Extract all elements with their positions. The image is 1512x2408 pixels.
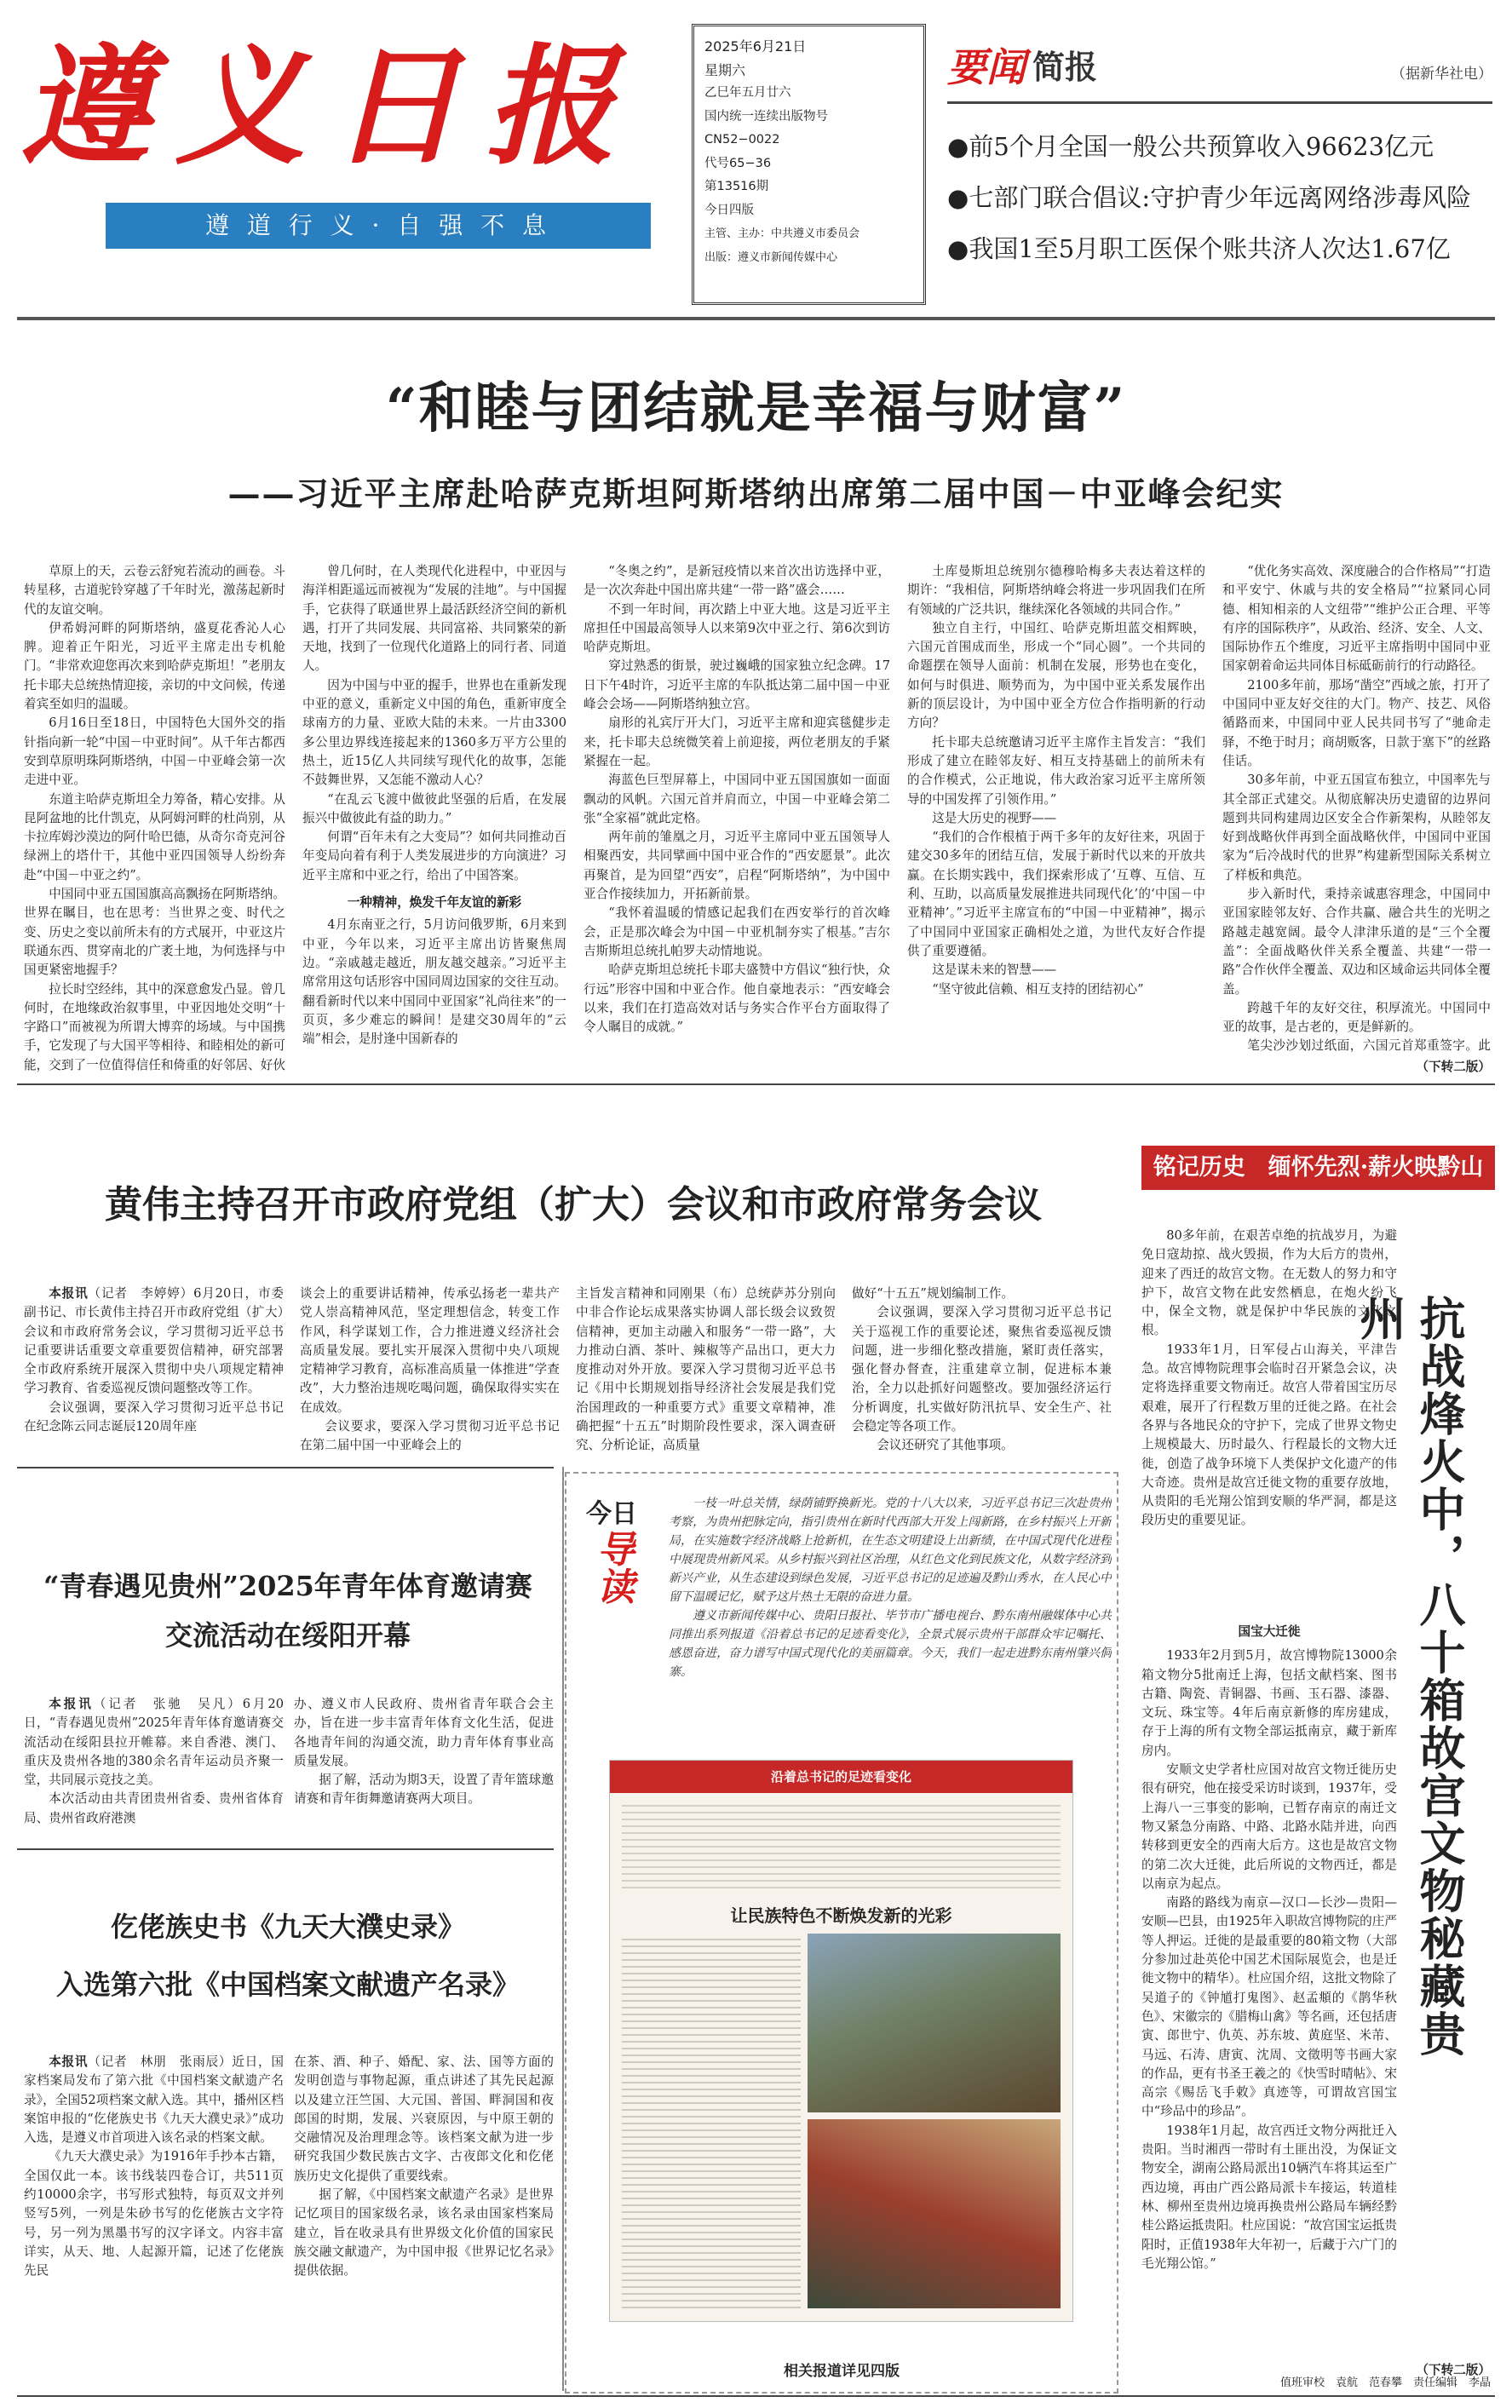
brief-label-black: 简报	[1032, 48, 1098, 86]
paragraph: 6月16日至18日，中国特色大国外交的指针指向新一轮“中国－中亚时间”。从千年古都西安到草原明珠阿斯塔纳，中国－中亚峰会第一次走进中亚。	[24, 716, 285, 788]
info-cn: CN52−0022	[704, 133, 780, 147]
divider	[562, 1467, 564, 2391]
paragraph: 拉长时空经纬，其中的深意愈发凸显。曾几何时，在地缘政治叙事里，中亚因地处交明“十字路口”而被视为所谓大博弈的场域。与中国携手，它发现了与大国平等相待、和睦相处的新可能，交到了一位值得信任和倚重的好邻居、好伙	[24, 981, 285, 1072]
lead-column-1	[24, 562, 285, 1073]
paragraph: “我怀着温暖的情感记起我们在西安举行的首次峰会，正是那次峰会为中国－中亚机制夯实了根基。”吉尔吉斯斯坦总统扎帕罗夫动情地说。	[584, 905, 890, 958]
guide-box	[565, 1472, 1118, 2394]
bullet-icon: ●	[947, 132, 969, 161]
info-weekday: 星期六	[704, 61, 746, 78]
lead-column-4	[907, 562, 1205, 1073]
info-publisher: 出版：遵义市新闻传媒中心	[704, 250, 838, 264]
news-brief	[947, 26, 1492, 298]
paragraph: 南路的路线为南京—汉口—长沙—贵阳—安顺—巴县，由1925年入职故宫博物院的庄严等人押运。迁徙的是最重要的80箱文物（大部分参加过赴英伦中国艺术国际展览会，也是迁徙文物中的精华）。杜应国介绍，这批文物除了吴道子的《钟馗打鬼图》、赵孟頫的《鹊华秋色》、宋徽宗的《腊梅山禽》等名画，还包括唐寅、郎世宁、仇英、苏东坡、黄庭坚、米芾、马远、石涛、唐寅、沈周、文徵明等书画大家的作品，更有书圣王羲之的《快雪时晴帖》、宋高宗《赐岳飞手敕》真迹等，可谓故宫国宝中“珍品中的珍品”。	[1141, 1895, 1397, 2119]
guide-caption[interactable]: 相关报道详见四版	[784, 2363, 900, 2380]
info-sponsor: 主管、主办：中共遵义市委员会	[704, 227, 860, 240]
masthead-info-box	[692, 24, 926, 305]
thumb-photo-village	[808, 1934, 1061, 2112]
paragraph: 据了解，《中国档案文献遗产名录》是世界记忆项目的国家级名录，该名录由国家档案局建立，旨在收录具有世界级文化价值的国家民族交融文献遗产，为中国申报《世界记忆名录》提供依据。	[294, 2187, 554, 2279]
paragraph: 因为中国与中亚的握手，世界也在重新发现中亚的意义，重新定义中国的角色，重新审度全球南方的力量、亚欧大陆的未来。一片由3300多公里边界线连接起来的1360多万平方公里的热土，近15亿人共同续写现代化的故事，怎能不鼓舞世界，又怎能不激动人心？	[302, 677, 566, 788]
history-banner	[1141, 1146, 1495, 1190]
byline: 本报讯	[49, 1697, 94, 1711]
lead-column-5	[1222, 562, 1491, 1056]
paragraph: 1933年1月，日军侵占山海关，平津告急。故宫博物院理事会临时召开紧急会议，决定将选择重要文物南迁。故宫人带着国宝历尽艰难，展开了行程数万里的迁徙之路。在社会各界与各地民众的守护下，完成了世界文物史上规模最大、历时最久、行程最长的文物大迁徙，创造了战争环境下人类保护文化遗产的伟大奇迹。贵州是故宫迁徙文物的重要存放地，从贵阳的毛光翔公馆到安顺的华严洞，都是这段历史的重要见证。	[1141, 1342, 1397, 1528]
divider	[17, 317, 1495, 320]
brief-item[interactable]: ●七部门联合倡议:守护青少年远离网络涉毒风险	[947, 183, 1472, 212]
paragraph: “坚守彼此信赖、相互支持的团结初心”	[932, 981, 1144, 997]
paragraph: 哈萨克斯坦总统托卡耶夫盛赞中方倡议“独行快，众行远”形容中国和中亚合作。他自豪地表示：“西安峰会以来，我们在打造高效对话与务实合作平台方面取得了令人瞩目的成就。”	[584, 963, 890, 1035]
thumb-text-block	[622, 1800, 1061, 1894]
thumb-photo-crowd	[808, 2119, 1061, 2308]
paragraph: 草原上的天，云卷云舒宛若流动的画卷。斗转星移，古道驼铃穿越了千年时光，激荡起新时代的友谊交响。	[24, 564, 285, 617]
archive-headline-line2: 入选第六批《中国档案文献遗产名录》	[55, 1968, 520, 2001]
brief-source: （据新华社电）	[1391, 66, 1492, 83]
paragraph: （记者 林朋 张雨辰）近日，国家档案局发布了第六批《中国档案文献遗产名录》，全国52项档案文献入选。其中，播州区档案馆申报的“仡佬族史书《九天大濮史录》”成功入选，是遵义市首项进入该名录的档案文献。	[24, 2055, 284, 2146]
guide-text	[669, 1494, 1112, 1681]
lead-column-2	[302, 562, 566, 1073]
paragraph: 步入新时代，秉持亲诚惠容理念，中国同中亚国家睦邻友好、合作共赢、融合共生的光明之路越走越宽阔。最令人津津乐道的是“三个全覆盖”：全面战略伙伴关系全覆盖、共建“一带一路”合作伙伴全覆盖、双边和区域命运共同体全覆盖。	[1222, 887, 1491, 997]
sports-headline-line1: “青春遇见贵州”2025年青年体育邀请赛	[43, 1570, 532, 1602]
paragraph: 独立自主行，中国红、哈萨克斯坦蓝交相辉映，六国元首围成而坐，形成一个“同心圆”。一个共同的命题摆在领导人面前：机制在发展，形势也在变化，如何与时俱进、顺势而为，为中国中亚关系发展作出新的顶层设计，为中国中亚全方位合作指明新的行动方向？	[907, 620, 1205, 731]
masthead-slogan: 遵 道 行 义 · 自 强 不 息	[204, 211, 552, 239]
guide-thumbnail[interactable]	[609, 1760, 1073, 2322]
masthead-title: 遵义日报	[20, 30, 641, 182]
info-date: 2025年6月21日	[704, 38, 807, 55]
paragraph: 何谓“百年未有之大变局”？如何共同推动百年变局向着有利于人类发展进步的方向演进？习近平主席和中亚之行，给出了中国答案。	[302, 830, 566, 882]
byline: 本报讯	[49, 1286, 89, 1301]
sports-column-2	[294, 1695, 554, 1831]
lead-cross-subhead: 一种精神，焕发千年友谊的新彩	[347, 895, 522, 911]
info-pages: 今日四版	[704, 203, 754, 217]
guide-label-top: 今日	[586, 1499, 637, 1529]
lead-continued[interactable]: （下转二版）	[1416, 1060, 1491, 1074]
masthead-title-area	[20, 26, 685, 273]
paragraph: “我们的合作根植于两千多年的友好往来，巩固于建交30多年的团结互信，发展于新时代以来的开放共赢。在长期实践中，我们探索形成了‘互尊、互信、互利、互助，以高质量发展推进共同现代化’的‘中国－中亚精神’。”习近平主席宣布的“中国－中亚精神”，揭示了中国同中亚国家正确相处之道，为世代友好合作提供了重要遵循。	[907, 830, 1205, 958]
thumb-subtitle: 让民族特色不断焕发新的光彩	[730, 1905, 952, 1926]
paragraph: 土库曼斯坦总统别尔德穆哈梅多夫表达着这样的期许：“我相信，阿斯塔纳峰会将进一步巩固我们在所有领域的广泛共识，继续深化各领域的共同合作。”	[907, 564, 1205, 617]
divider	[17, 1848, 554, 1850]
history-column-1	[1141, 1227, 1397, 1623]
page-footer: 值班审校 袁航 范春攀 责任编辑 李晶	[1279, 2376, 1491, 2389]
paragraph: （记者 张驰 吴凡）6月20日，“青春遇见贵州”2025年青年体育邀请赛交流活动在绥阳县拉开帷幕。来自香港、澳门、重庆及贵州各地的380余名青年运动员齐聚一堂，共同展示竞技之美。	[24, 1697, 284, 1788]
paragraph: 会议还研究了其他事项。	[877, 1438, 1014, 1453]
paragraph: 跨越千年的友好交往，积厚流光。中国同中亚的故事，是古老的，更是鲜新的。	[1222, 1000, 1491, 1035]
lead-headline[interactable]: “和睦与团结就是幸福与财富”	[385, 376, 1127, 440]
thumb-header: 沿着总书记的足迹看变化	[610, 1761, 1072, 1793]
paragraph: 笔尖沙沙划过纸面，六国元首郑重签字。此	[1247, 1038, 1491, 1054]
archive-headline[interactable]	[24, 1906, 552, 2005]
history-subhead: 国宝大迁徙	[1238, 1624, 1301, 1639]
divider	[17, 1467, 554, 1468]
paragraph: （记者 李婷婷）6月20日，市委副书记、市长黄伟主持召开市政府党组（扩大）会议和市政府常务会议，学习贯彻习近平总书记重要讲话重要文章重要贺信精神，研究部署全市政府系统开展深入贯彻中央八项规定精神学习教育、省委巡视反馈问题整改等工作。	[24, 1286, 284, 1396]
divider	[17, 2395, 1495, 2397]
paragraph: 这是大历史的视野——	[932, 810, 1057, 825]
huang-column-1	[24, 1284, 284, 1455]
history-title[interactable]: 抗战烽火中，八十箱故宫文物秘藏贵州	[1353, 1295, 1467, 2058]
divider	[17, 1083, 1495, 1085]
paragraph: 这是谋未来的智慧——	[932, 963, 1057, 978]
paragraph: 扇形的礼宾厅开大门，习近平主席和迎宾毯健步走来，托卡耶夫总统微笑着上前迎接，两位老朋友的手紧紧握在一起。	[584, 716, 890, 768]
huang-column-2	[300, 1284, 560, 1455]
brief-label-red: 要闻	[947, 44, 1026, 90]
paragraph: 主旨发言精神和同刚果（布）总统萨苏分别向中非合作论坛成果落实协调人部长级会议致贺信精神，更加主动融入和服务“一带一路”，大力推动白酒、茶叶、辣椒等产品出口，更大力度推动对外开放。要深入学习贯彻习近平总书记《用中长期规划指导经济社会发展是我们党治国理政的一种重要方式》重要文章精神，准确把握“十五五”时期阶段性要求，深入调查研究、分析论证，高质量	[576, 1286, 836, 1453]
history-continued[interactable]: （下转二版）	[1416, 2363, 1491, 2377]
paragraph: 做好“十五五”规划编制工作。	[852, 1286, 1015, 1301]
bullet-icon: ●	[947, 234, 969, 263]
paragraph: “优化务实高效、深度融合的合作格局”“打造和平安宁、休戚与共的安全格局”“拉紧同心同德、相知相亲的人文纽带”“维护公正合理、平等有序的国际秩序”，从政治、经济、安全、人文、国际协作五个维度，习近平主席指明中国同中亚国家朝着命运共同体目标砥砺前行的行动路径。	[1222, 564, 1491, 674]
paragraph: 1933年2月到5月，故宫博物院13000余箱文物分5批南迁上海，包括文献档案、图书古籍、陶瓷、青铜器、书画、玉石器、漆器、文玩、珠宝等。4年后南京新修的库房建成，存于上海的所有文物全部运抵南京，藏于新库房内。	[1141, 1648, 1397, 1758]
paragraph: 1938年1月起，故宫西迁文物分两批迁入贵阳。当时湘西一带时有土匪出没，为保证文物安全，湖南公路局派出10辆汽车将其运至广西边境，再由广西公路局派卡车接运，转道桂林、柳州至贵州边境再换贵州公路局车辆经黔桂公路运抵贵阳。杜应国说：“故宫国宝运抵贵阳时，正值1938年大年初一，后藏于六广门的毛光翔公馆。”	[1141, 2123, 1397, 2271]
paragraph: 遵义市新闻传媒中心、贵阳日报社、毕节市广播电视台、黔东南州融媒体中心共同推出系列报道《沿着总书记的足迹看变化》，全景式展示贵州干部群众牢记嘱托、感恩奋进，奋力谱写中国式现代化的美丽篇章。今天，我们一起走进黔东南州肇兴侗寨。	[669, 1609, 1112, 1679]
paragraph: 80多年前，在艰苦卓绝的抗战岁月，为避免日寇劫掠、战火毁损，作为大后方的贵州，迎来了西迁的故宫文物。在无数人的努力和守护下，故宫文物在此安然栖息，在炮火纷飞中，保全文物，就是保护中华民族的文化之根。	[1141, 1228, 1397, 1338]
huang-column-4	[852, 1284, 1112, 1455]
info-issue: 第13516期	[704, 180, 769, 193]
brief-item[interactable]: ●我国1至5月职工医保个账共济人次达1.67亿	[947, 234, 1451, 263]
lead-subhead: ——习近平主席赴哈萨克斯坦阿斯塔纳出席第二届中国－中亚峰会纪实	[227, 474, 1285, 513]
paragraph: 曾几何时，在人类现代化进程中，中亚因与海洋相距遥远而被视为“发展的洼地”。与中国握手，它获得了联通世界上最活跃经济空间的新机遇，打开了共同发展、共同富裕、共同繁荣的新天地，找到了一位现代化道路上的同行者、同道人。	[302, 564, 566, 674]
paragraph: 不到一年时间，再次踏上中亚大地。这是习近平主席担任中国最高领导人以来第9次中亚之行、第6次到访哈萨克斯坦。	[584, 601, 890, 655]
paragraph: 《九天大濮史录》为1916年手抄本古籍，全国仅此一本。该书线装四卷合订，共511页约10000余字，书写形式独特，每页双文并列竖写5列，一列是朱砂书写的仡佬族古文字符号，另一列为黑墨书写的汉字译文。内容丰富详实，从天、地、人起源开篇，记述了仡佬族先民	[24, 2149, 284, 2279]
info-lunar: 乙巳年五月廿六	[704, 86, 791, 100]
masthead-slogan-bar	[106, 203, 651, 249]
history-banner-text: 铭记历史 缅怀先烈·薪火映黔山	[1153, 1154, 1484, 1181]
brief-header	[947, 26, 1492, 104]
huang-headline[interactable]: 黄伟主持召开市政府党组（扩大）会议和市政府常务会议	[105, 1183, 1042, 1227]
huang-column-3	[576, 1284, 836, 1455]
sports-headline-line2: 交流活动在绥阳开幕	[164, 1619, 411, 1652]
guide-label	[582, 1499, 641, 1605]
paragraph: 安顺文史学者杜应国对故宫文物迁徙历史很有研究，他在接受采访时谈到，1937年，受上海八一三事变的影响，已暂存南京的南迁文物又紧急分南路、中路、北路水陆并进，向西转移到更安全的西南大后方。这也是故宫文物的第二次大迁徙，此后所说的文物西迁，都是以南京为起点。	[1141, 1762, 1397, 1891]
paragraph: 伊希姆河畔的阿斯塔纳，盛夏花香沁人心脾。迎着正午阳光，习近平主席走出专机舱门。“非常欢迎您再次来到哈萨克斯坦！”老朋友托卡耶夫总统热情迎接，亲切的中文问候，传递着宾至如归的温暖。	[24, 620, 285, 712]
paragraph: 在茶、酒、种子、婚配、家、法、国等方面的发明创造与事物起源，重点讲述了其先民起源以及建立汪竺国、大元国、普国、畔洞国和夜郎国的时期，发展、兴衰原因，与中原王朝的交融情况及治理理念等。该档案文献为进一步研究我国少数民族古文字、古夜郎文化和仡佬族历史文化提供了重要线索。	[294, 2055, 554, 2183]
brief-item[interactable]: ●前5个月全国一般公共预算收入96623亿元	[947, 132, 1434, 161]
archive-column-2	[294, 2053, 554, 2394]
paragraph: 会议要求，要深入学习贯彻习近平总书记在第二届中国一中亚峰会上的	[300, 1419, 560, 1453]
paragraph: 4月东南亚之行，5月访问俄罗斯，6月来到中亚，今年以来，习近平主席出访皆聚焦周边。“亲戚越走越近，朋友越交越亲。”习近平主席常用这句话形容中国同周边国家的交往互动。翻看新时代以来中国同中亚国家“礼尚往来”的一页页，多少难忘的瞬间！是建交30周年的“云端”相会，是肘逢中国新春的	[302, 917, 566, 1047]
sports-column-1	[24, 1695, 284, 1831]
paragraph: 据了解，活动为期3天，设置了青年篮球邀请赛和青年街舞邀请赛两大项目。	[294, 1773, 554, 1807]
paragraph: 海蓝色巨型屏幕上，中国同中亚五国国旗如一面面飘动的风帆。六国元首并肩而立，中国－中亚峰会第二张“全家福”就此定格。	[584, 773, 890, 825]
paragraph: 一枝一叶总关情，绿荫铺野换新光。党的十八大以来，习近平总书记三次赴贵州考察，为贵州把脉定向，指引贵州在新时代西部大开发上闯新路，在乡村振兴上开新局，在实施数字经济战略上抢新机，在生态文明建设上出新绩，在中国式现代化进程中展现贵州新风采。从乡村振兴到社区治理，从红色文化到民族文化，从数字经济到新兴产业，从生态建设到绿色发展，习近平总书记的足迹遍及黔山秀水，在人民心中留下温暖记忆，赋予这片热土无限的奋进力量。	[669, 1497, 1112, 1604]
bullet-icon: ●	[947, 183, 969, 212]
paragraph: 谈会上的重要讲话精神，传承弘扬老一辈共产党人崇高精神风范，坚定理想信念，转变工作作风，科学谋划工作，合力推进遵义经济社会高质量发展。要扎实开展深入贯彻中央八项规定精神学习教育，高标准高质量一体推进“学查改”，大力整治违规吃喝问题，确保取得实实在在成效。	[300, 1286, 560, 1415]
paragraph: 办、遵义市人民政府、贵州省青年联合会主办，旨在进一步丰富青年体育文化生活，促进各地青年间的沟通交流，助力青年体育事业高质量发展。	[294, 1697, 554, 1768]
paragraph: 中国同中亚五国国旗高高飘扬在阿斯塔纳。世界在瞩目，也在思考：当世界之变、时代之变、历史之变以前所未有的方式展开，中亚这片联通东西、贯穿南北的广袤土地，为何选择与中国更紧密地握手？	[24, 887, 285, 978]
paragraph: 会议强调，要深入学习贯彻习近平总书记关于巡视工作的重要论述，聚焦省委巡视反馈问题，进一步细化整改措施，紧盯责任落实，强化督办督查，注重建章立制，促进标本兼治，全力以赴抓好问题整改。要加强经济运行分析调度，扎实做好防汛抗旱、安全生产、社会稳定等各项工作。	[852, 1305, 1112, 1434]
lead-column-3	[584, 562, 890, 1073]
paragraph: 托卡耶夫总统邀请习近平主席作主旨发言：“我们形成了建立在睦邻友好、相互支持基础上的前所未有的合作模式，公正地说，伟大政治家习近平主席所领导的中国发挥了引领作用。”	[907, 734, 1205, 807]
info-issn-label: 国内统一连续出版物号	[704, 109, 828, 124]
byline: 本报讯	[49, 2055, 89, 2069]
paragraph: 穿过熟悉的街景，驶过巍峨的国家独立纪念碑。17日下午4时许，习近平主席的车队抵达第二届中国－中亚峰会会场——阿斯塔纳独立宫。	[584, 658, 890, 712]
archive-column-1	[24, 2053, 284, 2394]
paragraph: “在乱云飞渡中做彼此坚强的后盾，在发展振兴中做彼此有益的助力。”	[302, 791, 566, 825]
paragraph: 2100多年前，那场“凿空”西域之旅，打开了中国同中亚友好交往的大门。物产、技艺、风俗循路而来，中国同中亚人民共同书写了“驰命走驿，不绝于时月；商胡贩客，日款于塞下”的丝路佳话。	[1222, 677, 1491, 768]
paragraph: 30多年前，中亚五国宣布独立，中国率先与其全部正式建交。从彻底解决历史遗留的边界问题到共同构建周边区安全合作新架构，从睦邻友好到战略伙伴再到全面战略伙伴，中国同中亚国家为“后冷战时代的世界”构建新型国际关系树立了样板和典范。	[1222, 773, 1491, 882]
paragraph: “冬奥之约”，是新冠疫情以来首次出访选择中亚，是一次次奔赴中国出席共建“一带一路”盛会……	[584, 564, 890, 598]
info-code: 代号65−36	[704, 156, 772, 170]
archive-headline-line1: 仡佬族史书《九天大濮史录》	[110, 1911, 465, 1943]
guide-label-main: 导读	[590, 1530, 634, 1605]
paragraph: 本次活动由共青团贵州省委、贵州省体育局、贵州省政府港澳	[24, 1791, 284, 1825]
history-column-2	[1141, 1623, 1397, 2372]
paragraph: 东道主哈萨克斯坦全力筹备，精心安排。从昆阿盆地的比什凯克，从阿姆河畔的杜尚别，从卡拉库姆沙漠边的阿什哈巴德，从奇尔奇克河谷绿洲上的塔什干，其他中亚四国领导人纷纷奔赴“中国－中亚之约”。	[24, 791, 285, 882]
sports-headline[interactable]	[24, 1566, 552, 1656]
paragraph: 会议强调，要深入学习贯彻习近平总书记在纪念陈云同志诞辰120周年座	[24, 1399, 284, 1434]
thumb-text-column	[622, 1934, 801, 2308]
paragraph: 两年前的雏凰之月，习近平主席同中亚五国领导人相聚西安，共同擘画中国中亚合作的“西安愿景”。此次再聚首，是为回望“西安”，启程“阿斯塔纳”，为中国中亚合作接续加力，开拓新前景。	[584, 830, 890, 902]
